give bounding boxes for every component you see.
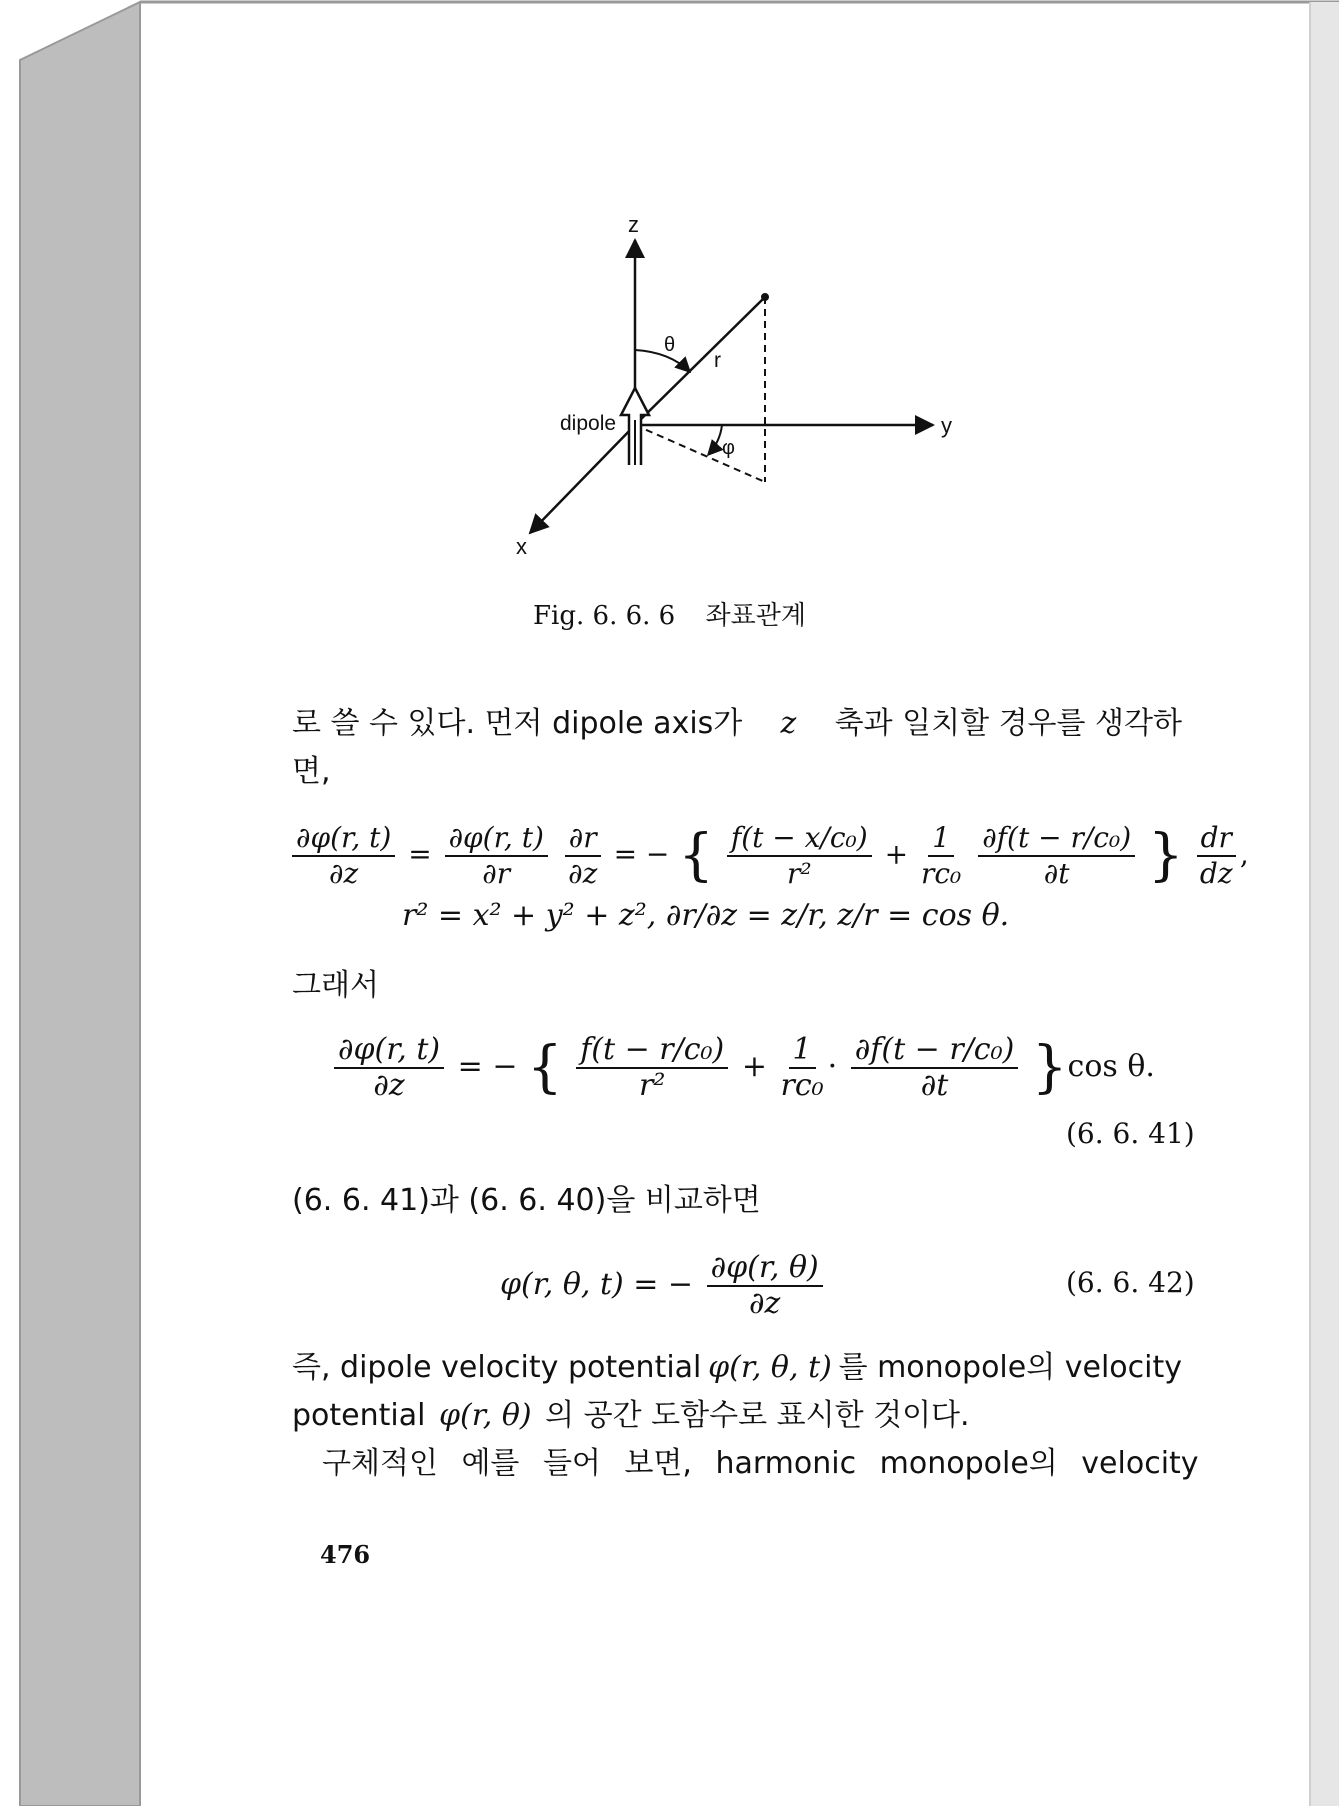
x-label: x xyxy=(516,534,527,559)
equation-3 xyxy=(500,1252,827,1320)
para1-line1-part-b: 축과 일치할 경우를 생각하 xyxy=(834,706,1182,741)
page-number: 476 xyxy=(320,1540,371,1569)
eq3-fraction: $\frac{\partial\varphi(r, \theta)}{\partial z}$ xyxy=(707,1252,823,1320)
dipole-label: dipole xyxy=(560,412,617,435)
para1-line1-part-a: 로 쓸 수 있다. 먼저 dipole axis가 xyxy=(292,706,743,741)
para4-var-phi-rtt: φ(r, θ, t) xyxy=(708,1350,832,1385)
y-label: y xyxy=(941,413,952,438)
figure-caption xyxy=(0,595,1339,632)
r-vector xyxy=(635,297,765,425)
theta-arc xyxy=(635,350,690,372)
para4-line1-part-b: 를 monopole의 velocity xyxy=(838,1350,1182,1385)
eq3-number: (6. 6. 42) xyxy=(1066,1266,1195,1299)
para4-line2-part-b: 의 공간 도함수로 표시한 것이다. xyxy=(545,1398,970,1433)
paragraph-4 xyxy=(292,1344,1199,1488)
coordinate-diagram xyxy=(500,210,980,570)
eq2-term1: $\frac{\text{f(t − r/c₀)}}{\text{r²}}$ xyxy=(576,1034,728,1102)
para4-line1-part-a: 즉, dipole velocity potential xyxy=(292,1350,702,1385)
caption-label: Fig. 6. 6. 6 xyxy=(533,601,676,631)
eq2-term2: $\frac{1}{\text{rc₀}}$ xyxy=(780,1032,824,1103)
para1-var-z: z xyxy=(780,706,797,741)
eq2-term3: $\frac{\text{∂f(t − r/c₀)}}{\partial t}$ xyxy=(851,1034,1019,1102)
eq1-term1: $\frac{\text{f(t − x/c₀)}}{\text{r²}}$ xyxy=(727,822,872,890)
eq1-term3: $\frac{\text{∂f(t − r/c₀)}}{\partial t}$ xyxy=(978,822,1135,890)
paragraph-3: (6. 6. 41)과 (6. 6. 40)을 비교하면 xyxy=(292,1183,761,1218)
paragraph-1 xyxy=(292,700,1182,796)
equation-1: $\frac{\partial\varphi(r, t)}{\partial z}$ = $\frac{\partial\varphi(r, t)}{\partial r}$ $\frac{\partial r}{\partial z}$ = − { $\frac{\text{f(t − x/c₀)}}{\text{r²}}$ + $\frac{1}{\text{rc₀}}$ $\frac{\text{∂f(t − r/c₀)}}{\partial t}$ } $\frac{dr}{dz}$ , xyxy=(288,822,1249,890)
para1-line1 xyxy=(292,700,1182,748)
phi-label: φ xyxy=(722,437,735,459)
caption-text: 좌표관계 xyxy=(705,601,806,631)
eq1-term2: $\frac{1}{\text{rc₀}}$ xyxy=(920,821,962,890)
theta-label: θ xyxy=(664,334,676,356)
eq2-tail: cos θ. xyxy=(1067,1049,1155,1084)
eq3-lhs: φ(r, θ, t) = − xyxy=(500,1267,694,1302)
eq2-lhs: $\frac{\partial\varphi(r, t)}{\partial z}$ xyxy=(334,1034,444,1102)
phi-arc xyxy=(708,425,722,455)
paragraph-2: 그래서 xyxy=(292,968,379,1003)
r-label: r xyxy=(714,349,721,372)
para4-line2-part-a: potential xyxy=(292,1398,426,1433)
para4-line3: 구체적인 예를 들어 보면, harmonic monopole의 velocity xyxy=(322,1446,1199,1481)
para4-line1 xyxy=(292,1344,1182,1392)
x-axis xyxy=(530,425,635,533)
eq1-mid2: $\frac{\partial r}{\partial z}$ xyxy=(565,822,601,890)
projection-horizontal xyxy=(635,425,765,482)
para4-line2 xyxy=(292,1392,1182,1440)
para1-line2: 면, xyxy=(292,754,331,789)
eq1-term4: $\frac{dr}{dz}$ xyxy=(1197,822,1236,890)
z-label: z xyxy=(628,212,639,237)
para4-var-phi-rt: φ(r, θ) xyxy=(439,1398,532,1433)
eq2-number: (6. 6. 41) xyxy=(1066,1117,1195,1150)
eq1-lhs: $\frac{\partial\varphi(r, t)}{\partial z}$ xyxy=(292,822,395,890)
equation-1b: r² = x² + y² + z², ∂r/∂z = z/r, z/r = cos θ. xyxy=(402,898,1010,933)
equation-2: $\frac{\partial\varphi(r, t)}{\partial z}$ = − { $\frac{\text{f(t − r/c₀)}}{\text{r²}}$ + $\frac{1}{\text{rc₀}}$ · $\frac{\text{∂f(t − r/c₀)}}{\partial t}$ }cos θ. xyxy=(330,1034,1155,1102)
eq1-mid1: $\frac{\partial\varphi(r, t)}{\partial r}$ xyxy=(445,822,548,890)
